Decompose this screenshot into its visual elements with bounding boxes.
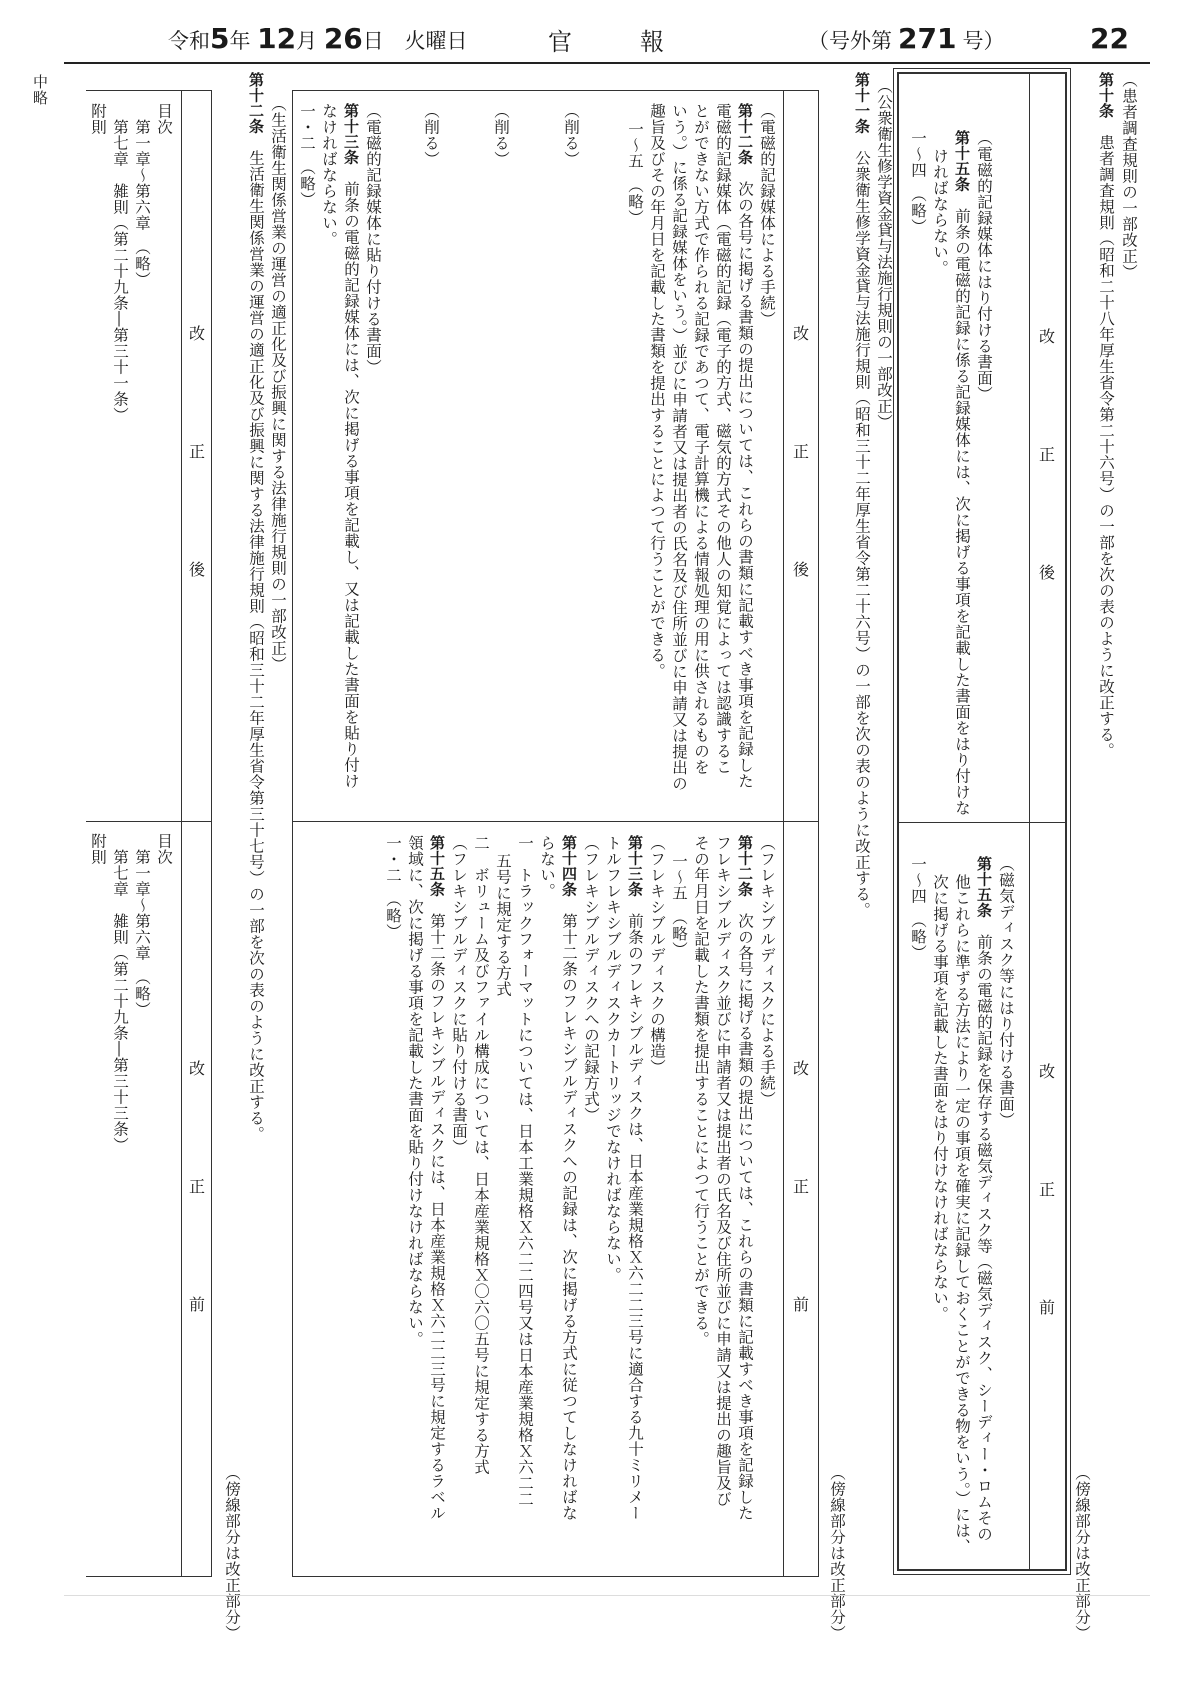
- issue-number: [808, 22, 1004, 62]
- sec2-before-caption: （フレキシブルディスクの構造）: [648, 835, 666, 1075]
- gazette-date: [168, 22, 467, 62]
- sec2-before-line: 第十四条 第十二条のフレキシブルディスクへの記録は、次に掲げる方式に従つてしなければな: [560, 835, 578, 1521]
- sec1-after-line: ければならない。: [931, 148, 949, 276]
- sec2-after-line: なければならない。: [320, 103, 338, 247]
- sec1-table: [897, 72, 1067, 1571]
- sec1-after-body: [907, 130, 995, 816]
- sec1-after-line: 一～四 （略）: [909, 130, 927, 235]
- sec2-after-line: 一・二 （略）: [298, 103, 316, 208]
- gazette-name: [548, 22, 664, 62]
- sec2-after-line: 趣旨及びその年月日を記載した書類を提出することによつて行うことができる。: [648, 103, 666, 679]
- sec2-after-deleted: （削る）: [492, 103, 510, 167]
- sec2-before-label: 改 正 前: [793, 1059, 810, 1314]
- sec3-before-body: [87, 833, 175, 1153]
- issue-close: 号）: [962, 29, 1005, 53]
- date-month-unit: 月: [296, 29, 318, 53]
- sec2-before-line: 一・二 （略）: [384, 835, 402, 940]
- sec2-before-line: 一 トラックフォーマットについては、日本工業規格Ｘ六二二四号又は日本産業規格Ｘ六二二: [516, 835, 534, 1507]
- sec3-article-no: 第十二条: [247, 72, 265, 134]
- sec2-after-line: 第十二条 次の各号に掲げる書類の提出については、これらの書類に記載すべき事項を記録した: [736, 103, 754, 789]
- sec2-after-line: いう。）に係る記録媒体をいう。）並びに申請者又は提出者の氏名及び住所並びに申請又は提出の: [670, 103, 688, 792]
- sec1-before-line: 第十五条 前条の電磁的記録を保存する磁気ディスク等（磁気ディスク、シーディー・ロムその: [975, 856, 993, 1542]
- sec2-table: [292, 90, 819, 1577]
- sec1-before-caption: （磁気ディスク等にはり付ける書面）: [997, 856, 1015, 1128]
- sec1-after-caption: （電磁的記録媒体にはり付ける書面）: [975, 130, 993, 402]
- sec3-article-text: 生活衛生関係営業の運営の適正化及び振興に関する法律施行規則（昭和三十二年厚生省令第三十七号）の一部を次の表のように改正する。: [247, 150, 265, 1142]
- sec3-after-line: 第七章 雑則（第二十九条―第三十一条）: [111, 119, 129, 423]
- sec3-heading: （生活衛生関係営業の運営の適正化及び振興に関する法律施行規則の一部改正）: [269, 96, 287, 672]
- gazette-name-1: 官: [548, 28, 572, 56]
- sec2-before-line: 第十三条 前条のフレキシブルディスクは、日本産業規格Ｘ六二二三号に適合する九十ミリメー: [626, 835, 644, 1521]
- sec2-before-line: 第十二条 次の各号に掲げる書類の提出については、これらの書類に記載すべき事項を記録した: [736, 835, 754, 1521]
- sec2-after-caption: （電磁的記録媒体による手続）: [758, 103, 776, 327]
- sec2-before-line: フレキシブルディスク並びに申請者又は提出者の氏名及び住所並びに申請又は提出の趣旨及び: [714, 835, 732, 1507]
- sec1-heading: （患者調査規則の一部改正）: [1120, 72, 1138, 280]
- sec2-article: [851, 72, 873, 918]
- sec3-after-line: 附則: [89, 103, 107, 135]
- sec3-after-line: 目次: [155, 103, 173, 135]
- sec1-before-body: [907, 856, 1017, 1554]
- sec2-before-caption: （フレキシブルディスクへの記録方式）: [582, 835, 600, 1123]
- header-rule: [64, 62, 1150, 64]
- sec3-after-label: 改 正 後: [189, 324, 206, 579]
- date-weekday: 火曜日: [404, 29, 468, 53]
- sec1-before-line: 一～四 （略）: [909, 856, 927, 961]
- sec2-before-line: らない。: [538, 835, 556, 899]
- sec3-before-label: 改 正 前: [189, 1059, 206, 1314]
- sec2-after-deleted: （削る）: [562, 103, 580, 167]
- sec1-article: [1095, 72, 1117, 759]
- side-note: 中略: [31, 74, 49, 106]
- sec3-before-line: 第一章～第六章 （略）: [133, 849, 151, 1018]
- sec2-after-line: とができない方式で作られる記録であつて、電子計算機による情報処理の用に供されるものを: [692, 103, 710, 775]
- issue-open: （号外第: [808, 29, 892, 53]
- sec2-before-body: [382, 835, 778, 1521]
- gazette-name-2: 報: [640, 28, 664, 56]
- date-month: 12: [257, 22, 297, 55]
- sec2-article-text: 公衆衛生修学資金貸与法施行規則（昭和三十二年厚生省令第二十六号）の一部を次の表のように改正する。: [853, 150, 871, 918]
- sec1-after-line: 第十五条 前条の電磁的記録に係る記録媒体には、次に掲げる事項を記載した書面をはり付けな: [953, 130, 971, 816]
- sec2-after-line: 電磁的記録媒体（電磁的記録（電子的方式、磁気的方式その他人の知覚によっては認識するこ: [714, 103, 732, 775]
- sec1-after-label: 改 正 後: [1039, 327, 1056, 582]
- sec2-before-line: 五号に規定する方式: [494, 853, 512, 997]
- sec1-before-label: 改 正 前: [1039, 1062, 1056, 1317]
- sec2-before-line: 第十五条 第十二条のフレキシブルディスクには、日本産業規格Ｘ六二二三号に規定するラベル: [428, 835, 446, 1521]
- issue-number-value: 271: [898, 22, 957, 55]
- sec1-article-text: 患者調査規則（昭和二十八年厚生省令第二十六号）の一部を次の表のように改正する。: [1097, 134, 1115, 759]
- sec3-before-line: 目次: [155, 833, 173, 865]
- date-year-unit: 年: [229, 29, 251, 53]
- sec1-before-line: 他これらに準ずる方法により一定の事項を確実に記録しておくことができる物をいう。）には、: [953, 874, 971, 1555]
- sec3-after-body: [87, 103, 175, 423]
- sec2-after-deleted: （削る）: [422, 103, 440, 167]
- sec2-after-label: 改 正 後: [793, 324, 810, 579]
- sec2-heading: （公衆衛生修学資金貸与法施行規則の一部改正）: [875, 78, 893, 430]
- page-number: [1090, 22, 1129, 62]
- sec2-article-no: 第十一条: [853, 72, 871, 134]
- date-day-unit: 日: [362, 29, 384, 53]
- sec3-before-line: 附則: [89, 833, 107, 865]
- sec2-note: （傍線部分は改正部分）: [828, 1465, 846, 1641]
- sec2-before-line: その年月日を記載した書類を提出することによつて行うことができる。: [692, 835, 710, 1347]
- sec2-after-line: 一～五 （略）: [626, 121, 644, 226]
- sec2-after-line: 第十三条 前条の電磁的記録媒体には、次に掲げる事項を記載し、又は記載した書面を貼り付け: [342, 103, 360, 789]
- sec2-before-line: 領域に、次に掲げる事項を記載した書面を貼り付けなければならない。: [406, 835, 424, 1347]
- sec1-article-no: 第十条: [1097, 72, 1115, 119]
- sec2-before-line: トルフレキシブルディスクカートリッジでなければならない。: [604, 835, 622, 1283]
- sec2-before-caption: （フレキシブルディスクによる手続）: [758, 835, 776, 1107]
- sec1-note: （傍線部分は改正部分）: [1073, 1465, 1091, 1641]
- page-number-value: 22: [1090, 22, 1129, 55]
- footer-rule: [64, 1595, 1150, 1596]
- sec2-after-caption: （電磁的記録媒体に貼り付ける書面）: [364, 103, 382, 375]
- date-year: 5: [210, 22, 230, 55]
- sec2-before-line: 一～五 （略）: [670, 853, 688, 958]
- date-era: 令和: [168, 29, 210, 53]
- sec3-before-line: 第七章 雑則（第二十九条―第三十三条）: [111, 849, 129, 1153]
- sec2-before-caption: （フレキシブルディスクに貼り付ける書面）: [450, 835, 468, 1155]
- sec3-after-line: 第一章～第六章 （略）: [133, 119, 151, 288]
- date-day: 26: [323, 22, 363, 55]
- sec1-before-line: 次に掲げる事項を記載した書面をはり付けなければならない。: [931, 874, 949, 1322]
- sec3-note: （傍線部分は改正部分）: [223, 1465, 241, 1641]
- sec2-after-body: [296, 103, 778, 792]
- sec3-article: [245, 72, 267, 1142]
- sec3-table: [86, 90, 212, 1577]
- sec2-before-line: 二 ボリューム及びファイル構成については、日本産業規格Ｘ〇六〇五号に規定する方式: [472, 835, 490, 1475]
